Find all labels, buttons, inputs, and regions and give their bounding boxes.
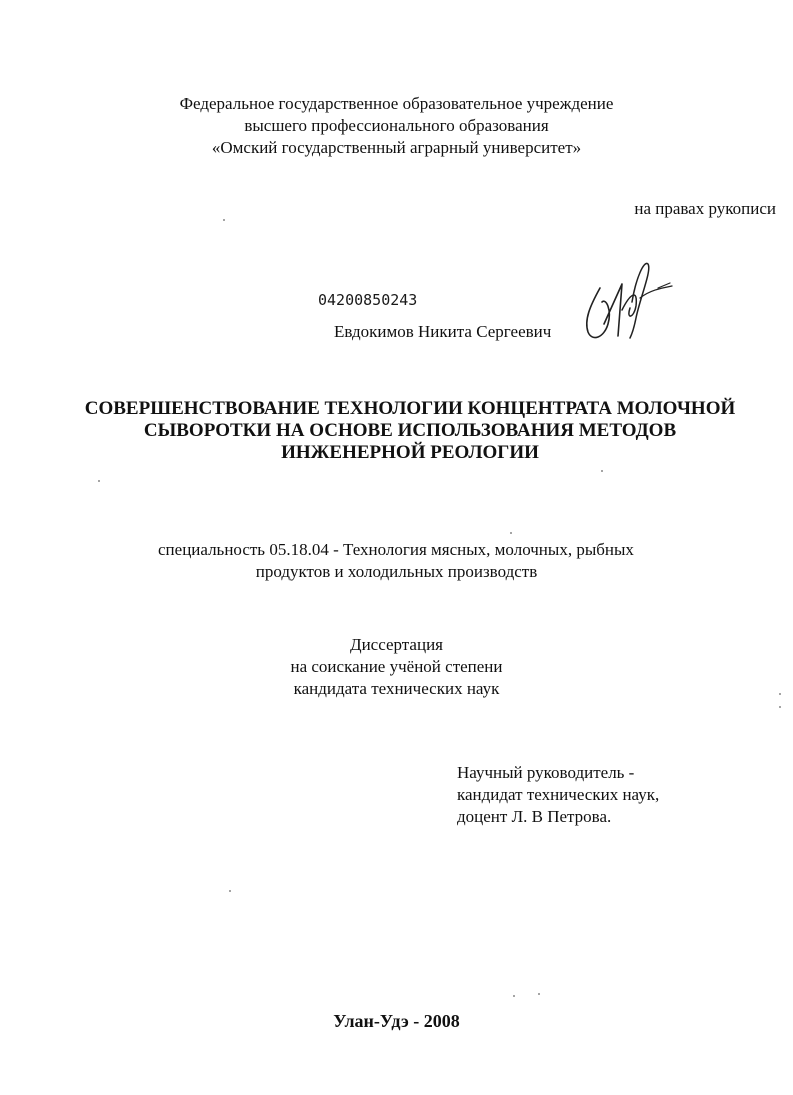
specialty-line-2: продуктов и холодильных производств <box>255 562 538 581</box>
author-name: Евдокимов Никита Сергеевич <box>334 322 552 341</box>
scan-speck <box>513 995 515 997</box>
scan-speck <box>229 890 231 892</box>
rights-note: на правах рукописи <box>634 199 776 218</box>
dissertation-title-line-2: СЫВОРОТКИ НА ОСНОВЕ ИСПОЛЬЗОВАНИЯ МЕТОДОВ <box>143 420 677 441</box>
supervisor-line-3: доцент Л. В Петрова. <box>457 807 612 826</box>
dissertation-label: Диссертация <box>349 635 443 654</box>
scan-speck <box>601 470 603 472</box>
scan-speck <box>538 993 540 995</box>
scan-speck <box>779 693 781 695</box>
signature-image <box>578 258 678 348</box>
institution-line-1: Федеральное государственное образовательное учреждение <box>179 94 614 113</box>
institution-line-2: высшего профессионального образования <box>244 116 549 135</box>
specialty-line-1: специальность 05.18.04 - Технология мясных, молочных, рыбных <box>158 540 634 559</box>
city-year: Улан-Удэ - 2008 <box>333 1011 460 1031</box>
scan-speck <box>779 706 781 708</box>
scan-speck <box>223 219 225 221</box>
degree-line-2: кандидата технических наук <box>293 679 500 698</box>
degree-line-1: на соискание учёной степени <box>290 657 503 676</box>
document-id: 04200850243 <box>318 291 418 309</box>
institution-line-3: «Омский государственный аграрный университет» <box>211 138 582 157</box>
scan-speck <box>510 532 512 534</box>
dissertation-title-line-1: СОВЕРШЕНСТВОВАНИЕ ТЕХНОЛОГИИ КОНЦЕНТРАТА МОЛОЧНОЙ <box>84 398 736 419</box>
dissertation-title-line-3: ИНЖЕНЕРНОЙ РЕОЛОГИИ <box>281 442 539 463</box>
supervisor-line-1: Научный руководитель - <box>457 763 635 782</box>
supervisor-line-2: кандидат технических наук, <box>457 785 660 804</box>
scan-speck <box>98 480 100 482</box>
